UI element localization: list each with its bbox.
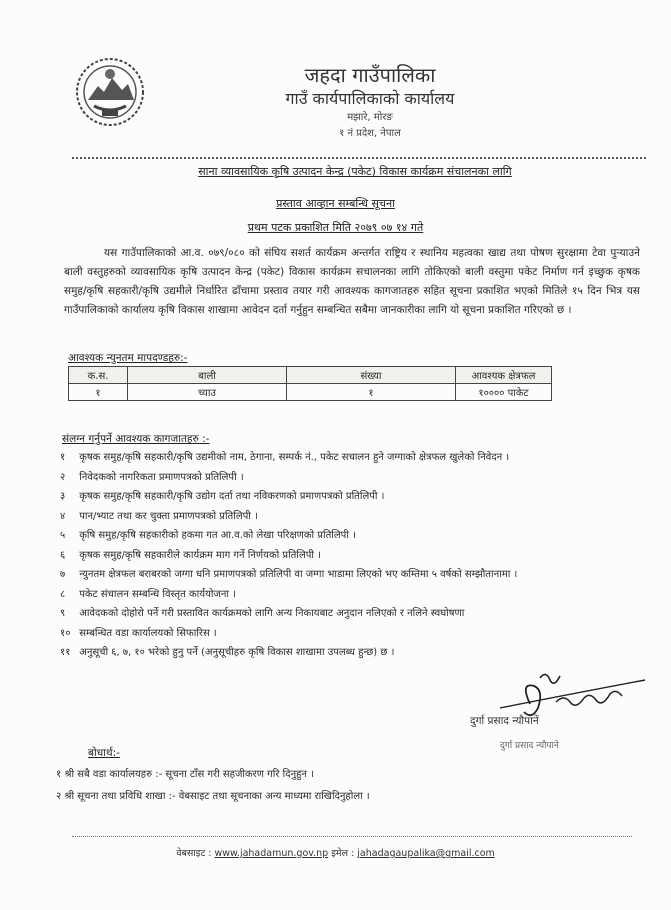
- col-crop: बाली: [128, 367, 287, 384]
- signer-name: दुर्गा प्रसाद न्यौपानें: [470, 715, 539, 727]
- cell-crop: च्याउ: [128, 384, 287, 401]
- documents-list: [60, 448, 640, 663]
- office-address: मझारे, मोरङ: [347, 112, 393, 123]
- list-item: २ निवेदकको नागरिकता प्रमाणपत्रको प्रतिलिपी ।: [60, 471, 244, 483]
- col-sn: क.स.: [69, 367, 128, 384]
- list-item: १ श्री सबै वडा कार्यालयहरु :- सूचना टाँस गरी सहजीकरण गरि दिनुहुन ।: [56, 769, 314, 780]
- office-province: १ नं प्रदेश, नेपाल: [339, 128, 401, 139]
- list-item: ९ आवेदकको दोहोरो पर्ने गरी प्रस्तावित कार्यक्रमको लागि अन्य निकायबाट अनुदान नलिएको र नलिने स्वघोषणा: [60, 608, 465, 619]
- notice-title: प्रस्ताव आव्हान सम्बन्धि सूचना: [276, 197, 395, 210]
- col-area: आवश्यक क्षेत्रफल: [456, 367, 552, 384]
- list-item: ११ अनुसूची ६, ७, १० भरेको हुनु पर्ने (अनुसूचीहरु कृषि विकास शाखामा उपलब्ध हुन्छ) छ ।: [60, 647, 395, 658]
- table-header-row: [69, 367, 552, 384]
- office-name: गाउँ कार्यपालिकाको कार्यालय: [285, 89, 455, 108]
- list-item: २ श्री सूचना तथा प्रविधि शाखा :- वेबसाइट तथा सूचनाका अन्य माध्यमा राखिदिनुहोला ।: [56, 791, 370, 802]
- list-item: १ कृषक समुह/कृषि सहकारी/कृषि उद्यमीको नाम, ठेगाना, सम्पर्क नं., पकेट सचालन हुने जग्गाको क्षेत्रफल खुलेको निवेदन ।: [60, 452, 510, 463]
- list-item: ३ कृषक समुह/कृषि सहकारी/कृषि उद्योग दर्ता तथा नविकरणको प्रमाणपत्रको प्रतिलिपी ।: [60, 491, 385, 502]
- municipality-emblem-logo: [74, 56, 146, 128]
- notice-subject: साना व्यावसायिक कृषि उत्पादन केन्द्र (पकेट) विकास कार्यक्रम संचालनका लागि: [198, 165, 512, 178]
- cell-count: १: [287, 384, 456, 401]
- footer: वेबसाइट : www.jahadamun.gov.np इमेल : jahadagaupalika@gmail.com: [176, 848, 495, 859]
- list-item: ७ न्युनतम क्षेत्रफल बराबरको जग्गा धनि प्रमाणपत्रको प्रतिलिपी वा जग्गा भाडामा लिएको भए कम्तिमा ५ वर्षको सम्झौतानामा ।: [60, 569, 518, 580]
- cell-area: १०००० पाकेट: [456, 384, 552, 401]
- publication-date: प्रथम पटक प्रकाशित मिति २०७९ ०७ १४ गते: [247, 221, 424, 234]
- documents-title: संलग्न गर्नुपर्ने आवश्यक कागजातहरु :-: [62, 433, 210, 445]
- website-link[interactable]: www.jahadamun.gov.np: [214, 848, 329, 859]
- signer-stamp-text: दुर्गा प्रसाद न्यौपाने: [500, 741, 559, 751]
- list-item: ६ कृषक समुह/कृषि सहकारीले कार्यक्रम माग गर्ने निर्णयको प्रतिलिपी ।: [60, 549, 321, 561]
- list-item: ८ पकेट संचालन सम्बन्धि विस्तृत कार्ययोजना ।: [60, 588, 236, 600]
- cc-list: [56, 764, 576, 808]
- table-row: [69, 384, 552, 401]
- letterhead: [250, 62, 490, 142]
- email-label: इमेल: [331, 848, 349, 859]
- cell-sn: १: [69, 384, 128, 401]
- col-count: संख्या: [287, 367, 456, 384]
- letterhead-divider: [72, 157, 646, 159]
- requirements-table: [68, 366, 552, 401]
- cc-title: बोधार्थ:-: [88, 747, 120, 759]
- municipality-name: जहदा गाउँपालिका: [304, 63, 436, 87]
- email-link[interactable]: jahadagaupalika@gmail.com: [357, 848, 495, 859]
- list-item: ५ कृषि समुह/कृषि सहकारीको हकमा गत आ.व.को लेखा परिक्षणको प्रतिलिपी ।: [60, 530, 356, 541]
- footer-divider: [72, 836, 632, 837]
- list-item: ४ पान/भ्याट तथा कर चुक्ता प्रमाणपत्रको प्रतिलिपी ।: [60, 510, 258, 522]
- notice-body: यस गाउँपालिकाको आ.व. ०७९/०८० को संघिय सशर्त कार्यक्रम अन्तर्गत राष्ट्रिय र स्थानिय महत्वका खाद्य तथा पोषण सुरक्षामा टेवा पुऱ्याउने बाली वस्तुहरुको व्यावसायिक कृषि उत्पादन केन्द्र (पकेट) विकास कार्यक्रम सचालनका लागि तोकिएको बाली वस्तुमा पकेट निर्माण गर्न इच्छुक कृषक समुह/कृषि सहकारी/कृषि उद्यमीले निर्धारित ढाँचामा प्रस्ताव तयार गरी आवश्यक कागजातहरु सहित सूचना प्रकाशित भएको मितिले १५ दिन भित्र यस गाउँपालिकाको कार्यालय कृषि विकास शाखामा आवेदन दर्ता गर्नुहुन सम्बन्धित सबैमा जानकारीका लागि यो सूचना प्रकाशित गरिएको छ ।: [64, 247, 640, 316]
- list-item: १० सम्बन्धित वडा कार्यालयको सिफारिस ।: [60, 627, 217, 639]
- requirements-title: आवश्यक न्युनतम मापदण्डहरु:-: [68, 352, 188, 364]
- website-label: वेबसाइट: [176, 848, 206, 859]
